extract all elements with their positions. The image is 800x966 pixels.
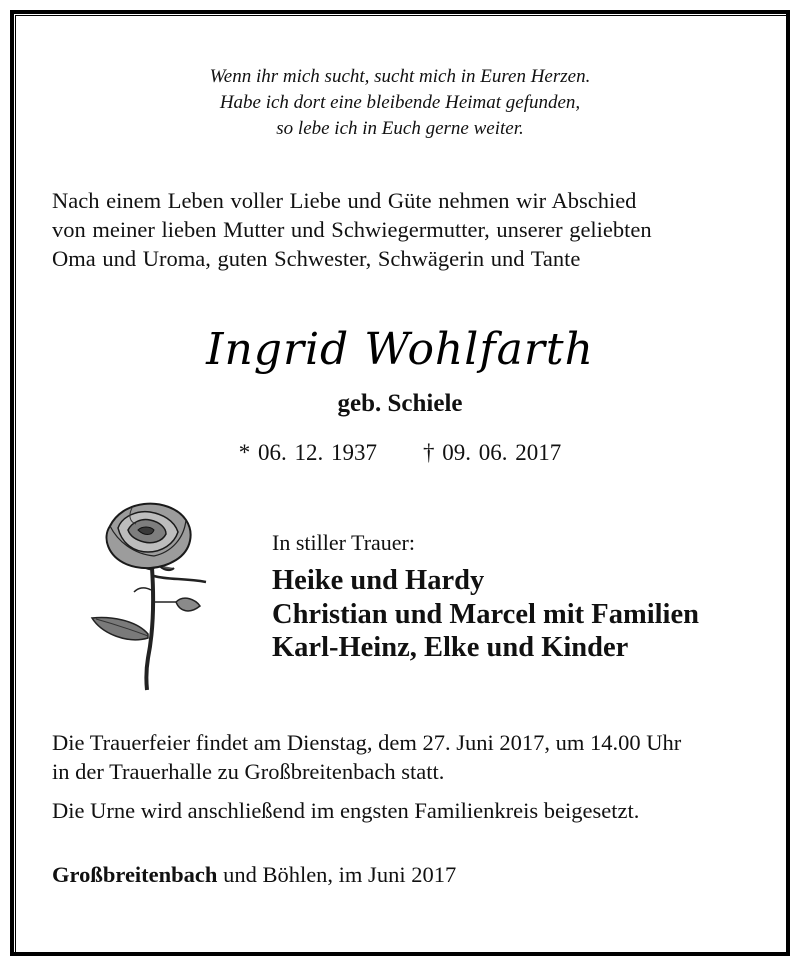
service-line: Die Trauerfeier findet am Dienstag, dem 27. Juni 2017, um 14.00 Uhr [52,730,682,755]
mourners-list [272,564,699,665]
service-line: in der Trauerhalle zu Großbreitenbach statt. [52,759,445,784]
place-and-date [52,860,752,889]
motto-line: so lebe ich in Euch gerne weiter. [276,118,524,139]
death-date: † 09. 06. 2017 [423,440,562,465]
urn-info: Die Urne wird anschließend im engsten Familienkreis beigesetzt. [52,798,640,823]
rose-icon [88,498,214,692]
motto-line: Wenn ihr mich sucht, sucht mich in Euren Herzen. [209,66,591,87]
life-dates [60,438,740,468]
motto-line: Habe ich dort eine bleibende Heimat gefunden, [219,92,581,113]
mourner-line: Heike und Hardy [272,565,485,596]
intro-paragraph [52,186,752,273]
mourner-line: Christian und Marcel mit Familien [272,598,699,630]
deceased-name: Ingrid Wohlfarth [206,324,594,375]
intro-line: Nach einem Leben voller Liebe und Güte nehmen wir Abschied [52,188,637,213]
service-info [52,728,752,786]
intro-line: Oma und Uroma, guten Schwester, Schwägerin und Tante [52,246,581,271]
place-bold: Großbreitenbach [52,862,218,887]
place-rest: und Böhlen, im Juni 2017 [217,862,457,887]
motto-poem [60,64,740,142]
mourning-label: In stiller Trauer: [272,530,415,555]
birth-date: * 06. 12. 1937 [238,440,377,465]
maiden-name: geb. Schiele [337,390,463,417]
mourner-line: Karl-Heinz, Elke und Kinder [272,632,629,663]
intro-line: von meiner lieben Mutter und Schwiegermutter, unserer geliebten [52,217,652,242]
